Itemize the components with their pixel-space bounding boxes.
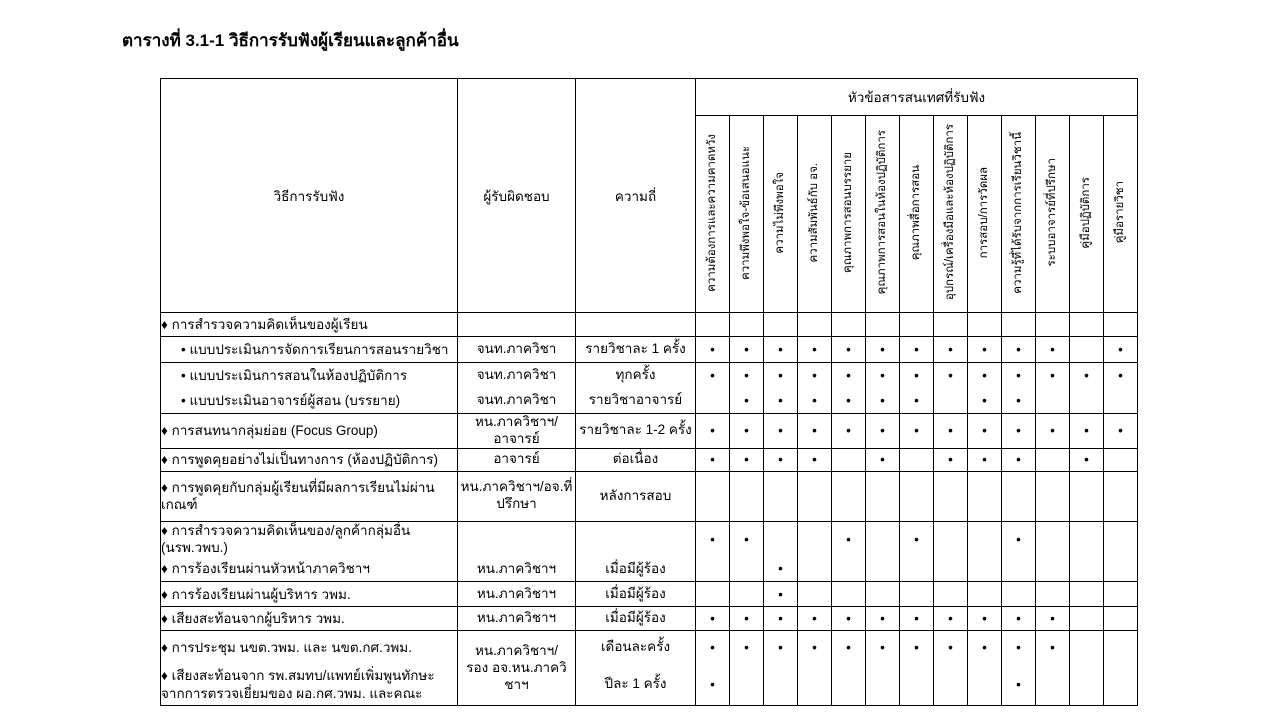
table-row — [161, 471, 1138, 521]
topic-dot-cell — [764, 313, 798, 337]
topic-dot-cell: • — [1070, 414, 1104, 449]
topic-column-header-10 — [1002, 116, 1036, 313]
topic-dot-cell — [798, 521, 832, 557]
responsible-cell: หน.ภาควิชาฯ — [458, 607, 576, 631]
topic-dot-cell: • — [798, 631, 832, 664]
frequency-cell — [576, 521, 696, 557]
responsible-cell: หน.ภาควิชาฯ/ รอง อจ.หน.ภาควิชาฯ — [458, 631, 576, 706]
topic-dot-cell: • — [696, 448, 730, 471]
topic-dot-cell: • — [696, 414, 730, 449]
table-row — [161, 664, 1138, 706]
topic-dot-cell: • — [798, 448, 832, 471]
topic-dot-cell — [1070, 631, 1104, 664]
topic-dot-cell — [1104, 664, 1138, 706]
topic-dot-cell — [968, 471, 1002, 521]
topic-dot-cell — [1070, 313, 1104, 337]
topic-dot-cell — [934, 521, 968, 557]
topic-dot-cell: • — [764, 607, 798, 631]
topic-dot-cell: • — [866, 607, 900, 631]
topic-dot-cell: • — [1104, 337, 1138, 363]
topic-dot-cell — [730, 664, 764, 706]
topic-dot-cell: • — [1036, 607, 1070, 631]
topic-dot-cell: • — [832, 337, 866, 363]
topic-dot-cell — [730, 582, 764, 607]
topic-dot-cell — [730, 471, 764, 521]
method-cell: ♦ การสำรวจความคิดเห็นของผู้เรียน — [161, 313, 458, 337]
topic-dot-cell: • — [968, 389, 1002, 414]
frequency-cell — [576, 313, 696, 337]
responsible-cell: จนท.ภาควิชา — [458, 337, 576, 363]
topic-dot-cell: • — [832, 363, 866, 389]
frequency-cell: รายวิชาละ 1 ครั้ง — [576, 337, 696, 363]
topic-dot-cell — [1104, 521, 1138, 557]
topic-dot-cell: • — [900, 389, 934, 414]
topic-dot-cell: • — [1036, 414, 1070, 449]
topic-dot-cell: • — [730, 521, 764, 557]
topic-column-label: คุณภาพการสอนบรรยาย — [842, 152, 855, 273]
responsible-cell: จนท.ภาควิชา — [458, 389, 576, 414]
topic-dot-cell — [1070, 521, 1104, 557]
topic-dot-cell: • — [730, 389, 764, 414]
topic-dot-cell: • — [866, 414, 900, 449]
topic-column-label: คุณภาพการสอนในห้องปฏิบัติการ — [876, 130, 889, 295]
method-cell: ♦ เสียงสะท้อนจาก รพ.สมทบ/แพทย์เพิ่มพูนทักษะจากการตรวจเยี่ยมของ ผอ.กศ.วพม. และคณะ — [161, 664, 458, 706]
topic-dot-cell — [968, 313, 1002, 337]
method-cell: ♦ การพูดคุยอย่างไม่เป็นทางการ (ห้องปฏิบัติการ) — [161, 448, 458, 471]
topic-dot-cell — [1036, 313, 1070, 337]
topic-dot-cell: • — [866, 389, 900, 414]
topic-dot-cell: • — [866, 448, 900, 471]
table-row — [161, 448, 1138, 471]
responsible-cell: จนท.ภาควิชา — [458, 363, 576, 389]
topic-column-header-2 — [730, 116, 764, 313]
frequency-cell: ทุกครั้ง — [576, 363, 696, 389]
topic-dot-cell: • — [696, 631, 730, 664]
method-cell: • แบบประเมินการจัดการเรียนการสอนรายวิชา — [161, 337, 458, 363]
topic-dot-cell — [900, 557, 934, 582]
topic-dot-cell — [866, 313, 900, 337]
topic-dot-cell — [730, 313, 764, 337]
topic-dot-cell: • — [1002, 631, 1036, 664]
topic-column-label: ระบบอาจารย์ที่ปรึกษา — [1046, 158, 1059, 267]
topic-dot-cell — [696, 557, 730, 582]
responsible-cell: หน.ภาควิชาฯ — [458, 557, 576, 582]
frequency-cell: ต่อเนื่อง — [576, 448, 696, 471]
topic-column-header-5 — [832, 116, 866, 313]
topic-dot-cell — [1036, 448, 1070, 471]
table-row — [161, 337, 1138, 363]
topic-dot-cell — [866, 582, 900, 607]
topic-dot-cell — [832, 448, 866, 471]
topic-dot-cell — [934, 389, 968, 414]
topic-dot-cell — [832, 582, 866, 607]
topic-column-label: คู่มือปฏิบัติการ — [1080, 176, 1093, 249]
topic-dot-cell — [968, 521, 1002, 557]
responsible-cell: หน.ภาควิชาฯ — [458, 582, 576, 607]
responsible-cell: หน.ภาควิชาฯ/อาจารย์ — [458, 414, 576, 449]
topic-dot-cell: • — [832, 631, 866, 664]
topic-column-label: คุณภาพสื่อการสอน — [910, 164, 923, 261]
topic-column-label: อุปกรณ์/เครื่องมือและห้องปฏิบัติการ — [944, 124, 957, 301]
column-header-frequency: ความถี่ — [576, 79, 696, 313]
topic-dot-cell — [1036, 471, 1070, 521]
topic-dot-cell: • — [696, 363, 730, 389]
topic-dot-cell: • — [696, 607, 730, 631]
topic-dot-cell — [866, 521, 900, 557]
topic-dot-cell: • — [730, 363, 764, 389]
topic-dot-cell: • — [934, 448, 968, 471]
topic-column-header-13 — [1104, 116, 1138, 313]
topic-dot-cell — [1104, 389, 1138, 414]
column-header-responsible: ผู้รับผิดชอบ — [458, 79, 576, 313]
topic-dot-cell — [764, 664, 798, 706]
frequency-cell: รายวิชาอาจารย์ — [576, 389, 696, 414]
topic-dot-cell — [696, 313, 730, 337]
topic-column-label: ความไม่พึงพอใจ — [774, 171, 787, 254]
responsible-cell: อาจารย์ — [458, 448, 576, 471]
topic-dot-cell — [832, 664, 866, 706]
frequency-cell: เมื่อมีผู้ร้อง — [576, 607, 696, 631]
frequency-cell: เมื่อมีผู้ร้อง — [576, 582, 696, 607]
topic-dot-cell: • — [832, 607, 866, 631]
topic-dot-cell — [934, 557, 968, 582]
method-cell: ♦ การร้องเรียนผ่านผู้บริหาร วพม. — [161, 582, 458, 607]
topic-dot-cell: • — [968, 631, 1002, 664]
topic-dot-cell — [968, 557, 1002, 582]
topic-dot-cell — [832, 313, 866, 337]
topic-dot-cell — [696, 389, 730, 414]
topic-dot-cell: • — [1104, 414, 1138, 449]
topic-column-label: การสอบ/การวัดผล — [978, 166, 991, 259]
table-row — [161, 607, 1138, 631]
table-row — [161, 557, 1138, 582]
topic-dot-cell: • — [934, 414, 968, 449]
responsible-cell — [458, 313, 576, 337]
topic-column-label: ความต้องการและความคาดหวัง — [706, 133, 719, 292]
topic-dot-cell: • — [798, 607, 832, 631]
topic-column-header-4 — [798, 116, 832, 313]
topic-dot-cell — [798, 557, 832, 582]
topic-dot-cell — [1104, 471, 1138, 521]
frequency-cell: เดือนละครั้ง — [576, 631, 696, 664]
topic-dot-cell — [866, 664, 900, 706]
topic-dot-cell — [1002, 313, 1036, 337]
topic-dot-cell: • — [832, 389, 866, 414]
topic-dot-cell — [1002, 557, 1036, 582]
topic-dot-cell — [1070, 337, 1104, 363]
topic-dot-cell — [1104, 582, 1138, 607]
topic-dot-cell: • — [1036, 363, 1070, 389]
topic-dot-cell — [900, 313, 934, 337]
topic-dot-cell — [1002, 582, 1036, 607]
topic-column-label: ความรู้ที่ได้รับจากการเรียนวิชานี้ — [1012, 131, 1025, 294]
topic-dot-cell: • — [730, 414, 764, 449]
topic-dot-cell — [968, 582, 1002, 607]
topic-column-header-3 — [764, 116, 798, 313]
topic-dot-cell — [798, 471, 832, 521]
topic-dot-cell — [764, 471, 798, 521]
frequency-cell: หลังการสอบ — [576, 471, 696, 521]
topic-dot-cell: • — [866, 631, 900, 664]
topic-dot-cell: • — [1002, 363, 1036, 389]
topic-dot-cell — [968, 664, 1002, 706]
table-row — [161, 521, 1138, 557]
topic-column-header-7 — [900, 116, 934, 313]
table-row — [161, 313, 1138, 337]
topic-dot-cell: • — [968, 337, 1002, 363]
topic-dot-cell — [1104, 313, 1138, 337]
topic-column-header-12 — [1070, 116, 1104, 313]
topic-dot-cell: • — [866, 363, 900, 389]
topic-dot-cell: • — [730, 337, 764, 363]
topic-dot-cell — [1104, 557, 1138, 582]
topic-dot-cell: • — [900, 521, 934, 557]
topic-dot-cell: • — [764, 631, 798, 664]
topic-dot-cell: • — [730, 448, 764, 471]
topic-dot-cell — [934, 313, 968, 337]
topic-dot-cell: • — [764, 363, 798, 389]
topic-dot-cell — [1036, 521, 1070, 557]
topic-dot-cell — [1104, 607, 1138, 631]
topic-dot-cell — [696, 471, 730, 521]
topic-dot-cell: • — [832, 414, 866, 449]
column-header-method: วิธีการรับฟัง — [161, 79, 458, 313]
topic-column-label: ความสัมพันธ์กับ อจ. — [808, 162, 821, 263]
topic-dot-cell: • — [1036, 337, 1070, 363]
method-cell: ♦ เสียงสะท้อนจากผู้บริหาร วพม. — [161, 607, 458, 631]
topic-dot-cell — [696, 582, 730, 607]
topic-column-header-9 — [968, 116, 1002, 313]
topic-dot-cell: • — [1104, 363, 1138, 389]
topic-dot-cell: • — [934, 607, 968, 631]
topic-dot-cell: • — [866, 337, 900, 363]
topic-dot-cell — [900, 448, 934, 471]
topic-dot-cell: • — [764, 557, 798, 582]
topic-dot-cell: • — [798, 414, 832, 449]
topic-dot-cell — [934, 664, 968, 706]
topic-dot-cell: • — [764, 337, 798, 363]
responsible-cell — [458, 521, 576, 557]
topic-dot-cell — [866, 557, 900, 582]
topic-dot-cell — [832, 557, 866, 582]
topic-column-header-8 — [934, 116, 968, 313]
topic-column-header-11 — [1036, 116, 1070, 313]
topic-dot-cell: • — [798, 337, 832, 363]
topic-dot-cell: • — [900, 337, 934, 363]
method-cell: • แบบประเมินการสอนในห้องปฏิบัติการ — [161, 363, 458, 389]
topic-dot-cell: • — [1002, 664, 1036, 706]
topic-dot-cell — [934, 471, 968, 521]
topic-dot-cell — [1036, 664, 1070, 706]
topic-dot-cell — [1002, 471, 1036, 521]
topic-dot-cell: • — [968, 607, 1002, 631]
topic-dot-cell — [1104, 448, 1138, 471]
topic-dot-cell: • — [764, 414, 798, 449]
topic-column-label: ความพึงพอใจ-ข้อเสนอแนะ — [740, 145, 753, 280]
table-row — [161, 389, 1138, 414]
topic-dot-cell: • — [934, 363, 968, 389]
topic-dot-cell: • — [1070, 363, 1104, 389]
topic-dot-cell: • — [900, 363, 934, 389]
topic-dot-cell: • — [1070, 448, 1104, 471]
topic-dot-cell: • — [764, 582, 798, 607]
table-row — [161, 414, 1138, 449]
frequency-cell: เมื่อมีผู้ร้อง — [576, 557, 696, 582]
topic-dot-cell — [1036, 557, 1070, 582]
topic-dot-cell: • — [798, 363, 832, 389]
topic-dot-cell: • — [764, 448, 798, 471]
table-row — [161, 631, 1138, 664]
table-row — [161, 363, 1138, 389]
topic-dot-cell: • — [1002, 521, 1036, 557]
topic-dot-cell: • — [1002, 389, 1036, 414]
topic-dot-cell — [1070, 557, 1104, 582]
topic-dot-cell — [1070, 664, 1104, 706]
responsible-cell: หน.ภาควิชาฯ/อจ.ที่ปรึกษา — [458, 471, 576, 521]
topic-dot-cell: • — [934, 337, 968, 363]
topic-dot-cell: • — [1002, 448, 1036, 471]
listening-methods-table — [160, 78, 1138, 706]
table-title: ตารางที่ 3.1-1 วิธีการรับฟังผู้เรียนและลูกค้าอื่น — [122, 31, 459, 50]
frequency-cell: รายวิชาละ 1-2 ครั้ง — [576, 414, 696, 449]
method-cell: ♦ การพูดคุยกับกลุ่มผู้เรียนที่มีผลการเรียนไม่ผ่านเกณฑ์ — [161, 471, 458, 521]
topic-dot-cell: • — [968, 448, 1002, 471]
topic-dot-cell: • — [968, 363, 1002, 389]
table-row — [161, 582, 1138, 607]
topic-dot-cell: • — [900, 414, 934, 449]
topic-dot-cell: • — [832, 521, 866, 557]
topic-dot-cell — [764, 521, 798, 557]
topic-dot-cell: • — [696, 521, 730, 557]
topic-dot-cell: • — [900, 631, 934, 664]
method-cell: ♦ การร้องเรียนผ่านหัวหน้าภาควิชาฯ — [161, 557, 458, 582]
topic-dot-cell — [1070, 471, 1104, 521]
topic-dot-cell: • — [1036, 631, 1070, 664]
frequency-cell: ปีละ 1 ครั้ง — [576, 664, 696, 706]
topic-dot-cell — [1070, 582, 1104, 607]
topic-dot-cell — [866, 471, 900, 521]
method-cell: ♦ การสำรวจความคิดเห็นของ/ลูกค้ากลุ่มอื่น (นรพ.วพบ.) — [161, 521, 458, 557]
topic-dot-cell: • — [1002, 607, 1036, 631]
topic-dot-cell: • — [900, 607, 934, 631]
topic-dot-cell — [1104, 631, 1138, 664]
topic-dot-cell: • — [1002, 414, 1036, 449]
method-cell: • แบบประเมินอาจารย์ผู้สอน (บรรยาย) — [161, 389, 458, 414]
column-group-header-topics: หัวข้อสารสนเทศที่รับฟัง — [696, 79, 1138, 116]
topic-dot-cell — [832, 471, 866, 521]
method-cell: ♦ การประชุม นขต.วพม. และ นขต.กศ.วพม. — [161, 631, 458, 664]
topic-dot-cell — [900, 582, 934, 607]
topic-dot-cell — [900, 471, 934, 521]
topic-dot-cell: • — [696, 337, 730, 363]
topic-column-label: คู่มือรายวิชา — [1114, 181, 1127, 244]
topic-dot-cell — [1036, 389, 1070, 414]
topic-dot-cell: • — [730, 631, 764, 664]
topic-dot-cell: • — [798, 389, 832, 414]
topic-dot-cell — [900, 664, 934, 706]
topic-column-header-1 — [696, 116, 730, 313]
topic-dot-cell — [1070, 607, 1104, 631]
topic-dot-cell — [934, 582, 968, 607]
topic-dot-cell — [1036, 582, 1070, 607]
topic-dot-cell: • — [968, 414, 1002, 449]
topic-dot-cell — [1070, 389, 1104, 414]
topic-dot-cell — [798, 582, 832, 607]
topic-dot-cell: • — [764, 389, 798, 414]
topic-dot-cell — [798, 313, 832, 337]
topic-dot-cell — [798, 664, 832, 706]
topic-dot-cell: • — [1002, 337, 1036, 363]
method-cell: ♦ การสนทนากลุ่มย่อย (Focus Group) — [161, 414, 458, 449]
topic-dot-cell: • — [696, 664, 730, 706]
topic-dot-cell: • — [730, 607, 764, 631]
topic-dot-cell — [730, 557, 764, 582]
topic-column-header-6 — [866, 116, 900, 313]
topic-dot-cell: • — [934, 631, 968, 664]
